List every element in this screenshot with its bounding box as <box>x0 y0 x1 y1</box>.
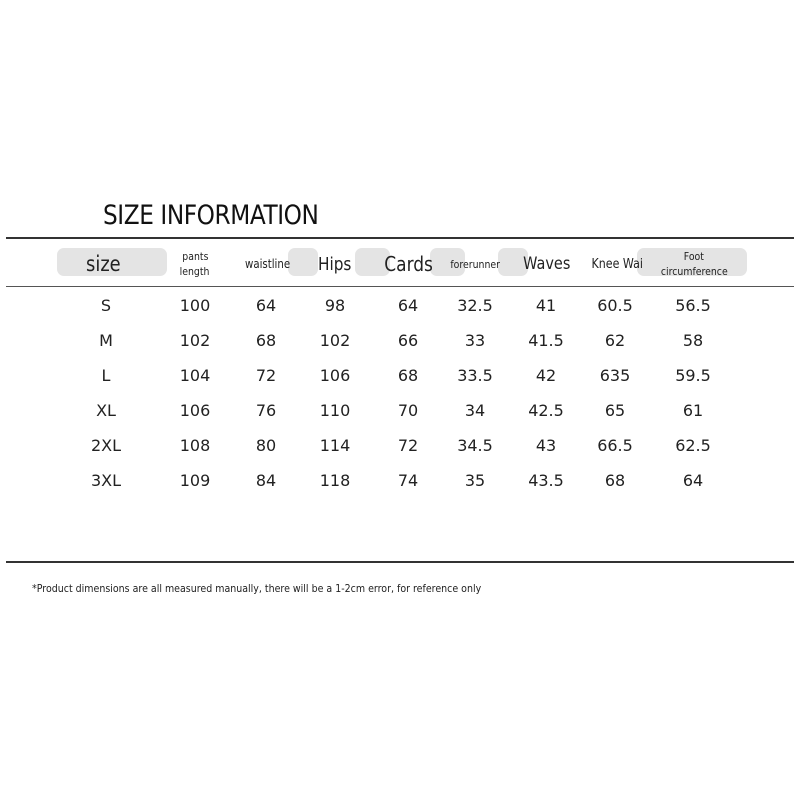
cell-forerunner: 33 <box>464 330 486 350</box>
cell-cards: 64 <box>397 295 419 315</box>
cell-knee: 65 <box>604 400 626 420</box>
cell-cards: 74 <box>397 470 419 490</box>
header-divider <box>6 286 794 287</box>
cell-size: 3XL <box>90 470 122 490</box>
cell-size: S <box>100 295 112 315</box>
cell-waves: 41.5 <box>528 330 564 350</box>
cell-foot: 56.5 <box>675 295 711 315</box>
table-row <box>0 466 800 494</box>
bottom-divider <box>6 561 794 563</box>
cell-cards: 70 <box>397 400 419 420</box>
cell-pants-length: 104 <box>179 365 211 385</box>
cell-hips: 106 <box>319 365 351 385</box>
cell-cards: 66 <box>397 330 419 350</box>
cell-size: L <box>101 365 111 385</box>
cell-waves: 41 <box>535 295 557 315</box>
cell-foot: 61 <box>682 400 704 420</box>
cell-waistline: 72 <box>255 365 277 385</box>
cell-hips: 102 <box>319 330 351 350</box>
header-cards: Cards <box>384 252 434 276</box>
cell-waistline: 84 <box>255 470 277 490</box>
table-row <box>0 361 800 389</box>
cell-pants-length: 102 <box>179 330 211 350</box>
cell-waistline: 80 <box>255 435 277 455</box>
table-row <box>0 431 800 459</box>
cell-pants-length: 109 <box>179 470 211 490</box>
cell-knee: 68 <box>604 470 626 490</box>
header-size: size <box>85 252 121 276</box>
cell-waistline: 68 <box>255 330 277 350</box>
cell-forerunner: 34.5 <box>457 435 493 455</box>
cell-cards: 72 <box>397 435 419 455</box>
header-hips: Hips <box>318 253 352 275</box>
cell-foot: 58 <box>682 330 704 350</box>
cell-cards: 68 <box>397 365 419 385</box>
header-waves: Waves <box>523 254 571 274</box>
top-divider <box>6 237 794 239</box>
header-waistline: waistline <box>245 256 291 271</box>
cell-knee: 62 <box>604 330 626 350</box>
cell-knee: 635 <box>599 365 631 385</box>
cell-size: M <box>99 330 113 350</box>
cell-hips: 110 <box>319 400 351 420</box>
cell-forerunner: 34 <box>464 400 486 420</box>
cell-waves: 43 <box>535 435 557 455</box>
cell-hips: 118 <box>319 470 351 490</box>
table-row <box>0 396 800 424</box>
cell-pants-length: 100 <box>179 295 211 315</box>
cell-forerunner: 35 <box>464 470 486 490</box>
table-row <box>0 291 800 319</box>
footnote: *Product dimensions are all measured manually, there will be a 1-2cm error, for reference only <box>32 582 482 595</box>
cell-foot: 64 <box>682 470 704 490</box>
header-pants-length: pants length <box>180 250 210 278</box>
cell-forerunner: 33.5 <box>457 365 493 385</box>
cell-pants-length: 106 <box>179 400 211 420</box>
cell-pants-length: 108 <box>179 435 211 455</box>
header-forerunner: forerunner <box>450 257 500 271</box>
cell-size: 2XL <box>90 435 122 455</box>
cell-waves: 43.5 <box>528 470 564 490</box>
header-foot-circumference: Foot circumference <box>660 250 728 278</box>
header-knee: Knee Wai <box>591 256 643 272</box>
cell-knee: 60.5 <box>597 295 633 315</box>
cell-waves: 42 <box>535 365 557 385</box>
page-title: SIZE INFORMATION <box>103 200 319 231</box>
cell-hips: 98 <box>324 295 346 315</box>
table-row <box>0 326 800 354</box>
cell-waves: 42.5 <box>528 400 564 420</box>
cell-waistline: 76 <box>255 400 277 420</box>
cell-knee: 66.5 <box>597 435 633 455</box>
cell-foot: 62.5 <box>675 435 711 455</box>
cell-waistline: 64 <box>255 295 277 315</box>
cell-forerunner: 32.5 <box>457 295 493 315</box>
cell-hips: 114 <box>319 435 351 455</box>
cell-foot: 59.5 <box>675 365 711 385</box>
cell-size: XL <box>96 400 116 420</box>
